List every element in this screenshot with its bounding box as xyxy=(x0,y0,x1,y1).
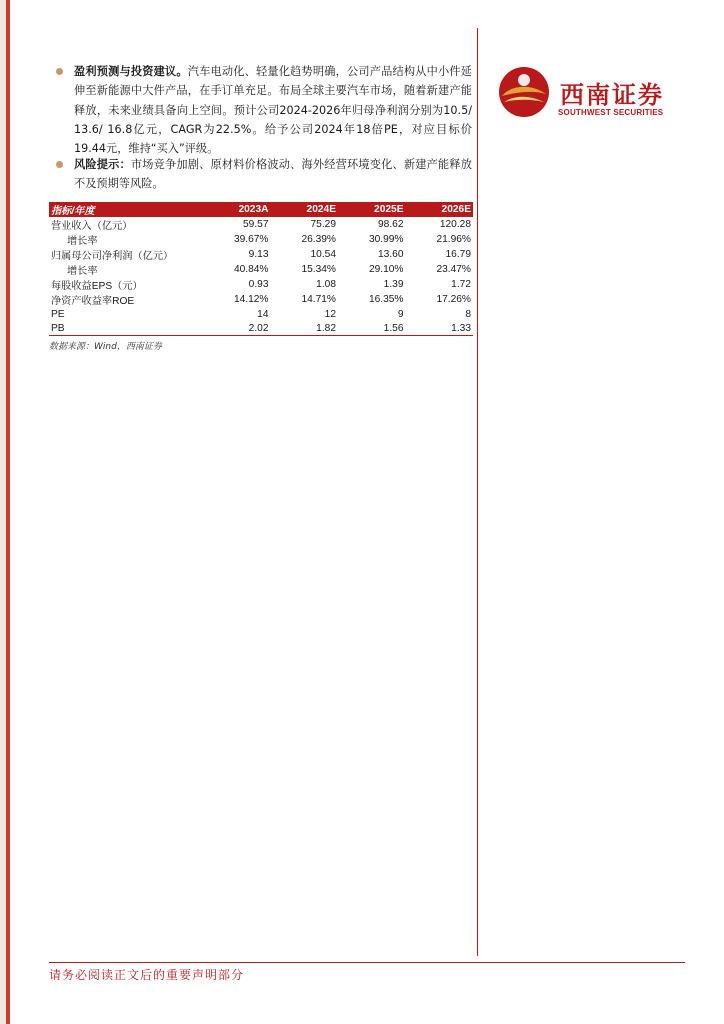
southwest-securities-logo xyxy=(498,66,678,120)
left-edge-bar xyxy=(0,0,10,1024)
table-cell: 59.57 xyxy=(243,219,269,230)
table-header-cell: 2024E xyxy=(271,202,339,217)
row-label: 增长率 xyxy=(67,236,98,247)
table-cell: 14 xyxy=(257,308,269,320)
table-cell: 1.56 xyxy=(338,321,406,336)
table-cell: 1.39 xyxy=(383,279,404,290)
investment-advice-bullet xyxy=(56,62,472,158)
vertical-divider xyxy=(477,28,478,956)
row-label: 增长率 xyxy=(67,266,98,277)
bullet-text xyxy=(74,155,472,194)
table-row xyxy=(49,247,473,262)
table-cell: 0.93 xyxy=(248,279,269,290)
bullet-body: 市场竞争加剧、原材料价格波动、海外经营环境变化、新建产能释放不及预期等风险。 xyxy=(74,158,472,191)
bullet-title: 盈利预测与投资建议。 xyxy=(74,65,188,78)
table-cell: 23.47% xyxy=(436,264,471,275)
footer-divider xyxy=(49,962,685,963)
table-cell: 29.10% xyxy=(368,264,404,275)
table-cell: 30.99% xyxy=(368,234,404,245)
table-cell: 12 xyxy=(324,308,336,320)
row-label: PE xyxy=(51,308,65,320)
table-header-cell: 指标/年度 xyxy=(49,202,203,217)
row-label: 归属母公司净利润（亿元） xyxy=(51,251,174,262)
row-label: PB xyxy=(49,321,203,336)
table-cell: 120.28 xyxy=(439,219,471,230)
table-header-cell: 2025E xyxy=(338,202,406,217)
table-row xyxy=(49,292,473,307)
table-header-cell: 2023A xyxy=(203,202,271,217)
table-cell: 40.84% xyxy=(233,264,269,275)
table-cell: 75.29 xyxy=(310,219,336,230)
table-cell: 15.34% xyxy=(301,264,336,275)
table-source-note: 数据来源：Wind，西南证券 xyxy=(49,342,162,352)
row-label: 每股收益EPS（元） xyxy=(51,281,143,292)
table-row xyxy=(49,232,473,247)
table-cell: 1.82 xyxy=(271,321,339,336)
table-cell: 8 xyxy=(465,308,471,320)
table-cell: 2.02 xyxy=(203,321,271,336)
table-cell: 1.08 xyxy=(316,279,336,290)
table-cell: 10.54 xyxy=(310,249,336,260)
table-cell: 14.12% xyxy=(233,294,269,305)
table-row xyxy=(49,217,473,232)
table-row xyxy=(49,307,473,321)
table-cell: 98.62 xyxy=(378,219,404,230)
row-label: 营业收入（亿元） xyxy=(51,221,133,232)
table-cell: 1.33 xyxy=(406,321,474,336)
logo-chinese-name: 西南证券 xyxy=(560,80,664,109)
table-cell: 1.72 xyxy=(451,279,471,290)
table-cell: 9.13 xyxy=(248,249,269,260)
bullet-text xyxy=(74,62,472,158)
table-row xyxy=(49,321,473,336)
table-cell: 13.60 xyxy=(378,249,404,260)
table-cell: 9 xyxy=(397,308,404,320)
table-cell: 14.71% xyxy=(301,294,336,305)
table-cell: 17.26% xyxy=(436,294,471,305)
row-label: 净资产收益率ROE xyxy=(51,296,135,307)
table-cell: 16.35% xyxy=(368,294,404,305)
logo-english-name: SOUTHWEST SECURITIES xyxy=(558,108,664,117)
bullet-body: 汽车电动化、轻量化趋势明确，公司产品结构从中小件延伸至新能源中大件产品，在手订单充足。布局全球主要汽车市场，随着新建产能释放，未来业绩具备向上空间。预计公司2024-2026年归母净利润分别为10.5/ 13.6/ 16.8亿元，CAGR为22.5%。给予公司2024年18倍PE，对应目标价 19.44元，维持“买入”评级。 xyxy=(74,65,472,156)
table-cell: 21.96% xyxy=(436,234,471,245)
table-header-cell: 2026E xyxy=(406,202,474,217)
table-cell: 26.39% xyxy=(301,234,336,245)
footer-disclaimer-note: 请务必阅读正文后的重要声明部分 xyxy=(49,968,245,982)
financial-forecast-table xyxy=(49,202,473,336)
bullet-title: 风险提示： xyxy=(74,158,131,171)
bullet-dot-icon xyxy=(56,68,63,75)
table-row xyxy=(49,277,473,292)
table-cell: 16.79 xyxy=(445,249,471,260)
table-cell: 39.67% xyxy=(233,234,269,245)
risk-warning-bullet xyxy=(56,155,472,194)
logo-emblem-icon xyxy=(498,66,550,118)
table-header-row xyxy=(49,202,473,217)
table-row xyxy=(49,262,473,277)
bullet-dot-icon xyxy=(56,161,63,168)
